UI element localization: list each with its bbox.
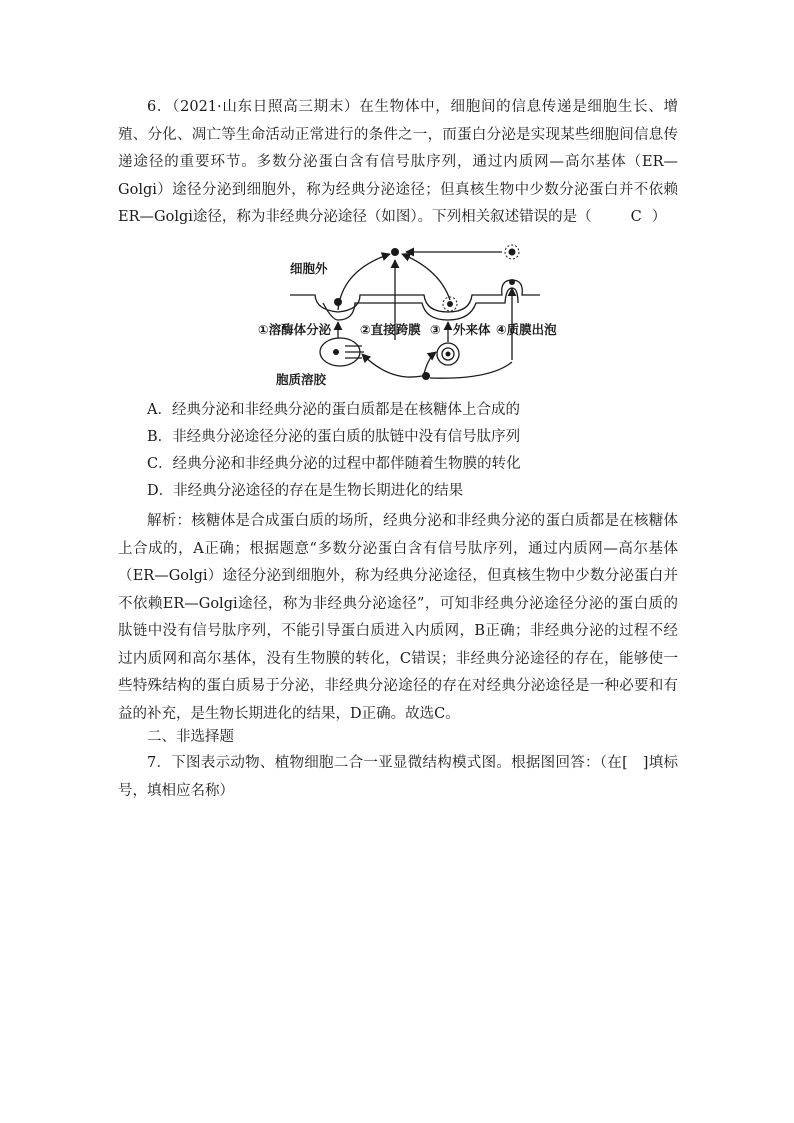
label-pathway-3: ③	[430, 322, 441, 337]
stem-close-paren: ）	[651, 209, 667, 225]
protein-lysosome-vesicle	[334, 298, 342, 306]
protein-cytosol	[422, 372, 430, 380]
exosome-path-arrow	[402, 254, 450, 300]
plasma-membrane-outer	[290, 280, 540, 312]
label-direct-translocation: ②直接跨膜	[360, 322, 421, 337]
protein-released-vesicle	[509, 249, 516, 256]
question-6-stem	[118, 94, 678, 232]
protein-exosome	[447, 301, 453, 307]
option-b: B．非经典分泌途径分泌的蛋白质的肽链中没有信号肽序列	[147, 429, 521, 445]
answer-letter: C	[630, 209, 642, 225]
option-d: D．非经典分泌途径的存在是生物长期进化的结果	[147, 483, 464, 499]
question-source: （2021·山东日照高三期末）	[172, 99, 360, 115]
question-number: 6．	[147, 99, 173, 115]
protein-outside	[391, 248, 399, 256]
answer-analysis: 解析：核糖体是合成蛋白质的场所，经典分泌和非经典分泌的蛋白质都是在核糖体上合成的，A正确；根据题意“多数分泌蛋白含有信号肽序列，通过内质网—高尔基体（ER—Golgi）途径分泌到细胞外，称为经典分泌途径，但真核生物中少数分泌蛋白并不依赖ER—Golgi途径，称为非经典分泌途径”，可知非经典分泌途径分泌的蛋白质的肽链中没有信号肽序列，不能引导蛋白质进入内质网，B正确；非经典分泌的过程不经过内质网和高尔基体，没有生物膜的转化，C错误；非经典分泌途径的存在，能够使一些特殊结构的蛋白质易于分泌，非经典分泌途径的存在对经典分泌途径是一种必要和有益的补充，是生物长期进化的结果，D正确。故选C。	[118, 513, 678, 722]
label-lysosomal-secretion: ①溶酶体分泌	[258, 322, 332, 337]
plasma-membrane-inner	[323, 288, 518, 320]
label-membrane-blebbing: ④质膜出泡	[496, 322, 557, 337]
label-extracellular: 细胞外	[290, 261, 328, 276]
question-stem-text: 在生物体中，细胞间的信息传递是细胞生长、增殖、分化、凋亡等生命活动正常进行的条件之一，而蛋白分泌是实现某些细胞间信息传递途径的重要环节。多数分泌蛋白含有信号肽序列，通过内质网—高尔基体（ER—Golgi）途径分泌到细胞外，称为经典分泌途径；但真核生物中少数分泌蛋白并不依赖ER—Golgi途径，称为非经典分泌途径（如图）。下列相关叙述错误的是（	[118, 99, 678, 225]
secretion-pathway-diagram	[250, 240, 557, 390]
protein-mvb	[446, 352, 451, 357]
section-heading: 二、非选择题	[147, 729, 234, 745]
label-cytosol: 胞质溶胶	[276, 372, 327, 387]
option-c: C．经典分泌和非经典分泌的过程中都伴随着生物膜的转化	[147, 456, 521, 472]
cytosol-to-lysosome-arrow	[362, 354, 422, 377]
cytosol-to-bleb-arrow	[430, 362, 512, 378]
option-a: A．经典分泌和非经典分泌的蛋白质都是在核糖体上合成的	[147, 402, 520, 418]
protein-lysosome	[333, 349, 339, 355]
protein-bleb	[509, 279, 515, 285]
cytosol-to-exosome-arrow	[424, 352, 436, 374]
label-exosome: 外来体	[453, 322, 491, 337]
lysosome-path-arrow	[338, 254, 390, 310]
question-7-stem: 7．下图表示动物、植物细胞二合一亚显微结构模式图。根据图回答：（在[ ]填标号，填相应名称）	[118, 755, 678, 799]
